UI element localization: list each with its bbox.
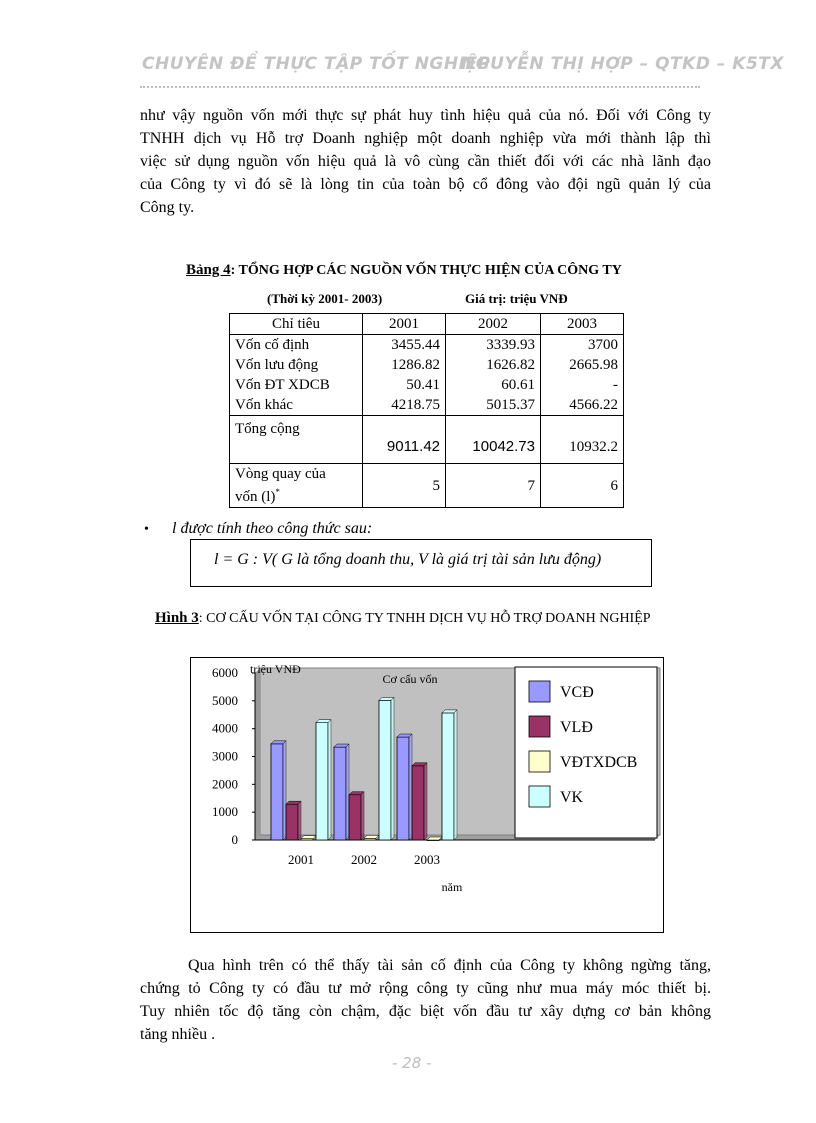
page-number: - 28 - [392,1054,432,1072]
bar-VCĐ-2002 [334,747,346,840]
y-tick-label: 4000 [212,720,238,736]
intro-line: TNHH dịch vụ Hỗ trợ Doanh nghiệp một doanh nghiệp vừa mới thành lập thì [140,130,711,147]
bar-VLĐ-2002 [349,795,361,840]
note-text: l được tính theo công thức sau: [172,520,373,537]
conclusion-line: Qua hình trên có thể thấy tài sản cố định của Công ty không ngừng tăng, [188,957,711,974]
y-tick-label: 6000 [212,665,238,680]
total-2002: 10042.73 [446,416,541,464]
turnover-2003: 6 [541,464,624,508]
bar-VK-2003 [442,713,454,840]
table-period: (Thời kỳ 2001- 2003) [267,291,383,306]
intro-line: như vậy nguồn vốn mới thực sự phát huy tình hiệu quả của nó. Đối với Công ty [140,107,711,124]
bar-side-VLĐ-2001 [298,801,301,840]
x-tick-label: 2001 [288,852,314,867]
turnover-label [230,464,363,508]
row-names [230,335,363,416]
y-tick-label: 2000 [212,776,238,792]
x-tick-label: 2003 [414,852,440,867]
intro-line: Công ty. [140,199,195,216]
cell-value: 4218.75 [391,397,440,413]
header-divider [140,86,700,88]
bar-VLĐ-2003 [412,766,424,840]
legend-swatch-VLĐ [529,716,550,737]
cell-value: 1626.82 [486,357,535,373]
turnover-label-line2 [235,483,357,506]
cell-value: 4566.22 [569,397,618,413]
chart-x-label: năm [441,880,463,894]
header-cell: 2002 [446,314,541,335]
capital-table [229,313,624,508]
intro-paragraph [140,104,711,219]
row-name: Vốn cố định [235,337,310,353]
bar-side-VCĐ-2003 [409,734,412,840]
conclusion-paragraph [140,954,711,1046]
x-tick-label: 2002 [351,852,377,867]
header-cell: 2001 [363,314,446,335]
total-2003: 10932.2 [541,416,624,464]
legend-label-VCĐ: VCĐ [560,684,594,701]
table-total-row [230,416,624,464]
intro-line: việc sử dụng nguồn vốn hiệu quả là vô cùng cần thiết đối với các nhà lãnh đạo [140,153,711,170]
turnover-footnote-mark: * [275,487,280,497]
table-title [186,262,622,279]
legend-swatch-VĐTXDCB [529,751,550,772]
turnover-label-text: vốn (l) [235,489,276,505]
bar-VCĐ-2001 [271,744,283,840]
row-name: Vốn khác [235,397,293,413]
header-cell: Chỉ tiêu [230,314,363,335]
y-tick-label: 0 [231,832,238,847]
bar-side-VCĐ-2001 [283,741,286,840]
col-2001 [363,335,446,416]
bar-side-VK-2002 [391,697,394,840]
chart-y-label: triệu VNĐ [250,662,301,676]
y-tick-label: 3000 [212,748,238,764]
cell-value: 3339.93 [486,337,535,353]
table-body-row [230,335,624,416]
cell-value: 60.61 [501,377,535,393]
bar-side-VLĐ-2002 [361,792,364,840]
chart-side-wall [255,668,260,840]
bar-VK-2001 [316,723,328,840]
capital-structure-chart [190,657,664,933]
y-tick-label: 1000 [212,804,238,820]
figure-title-text: : CƠ CẤU VỐN TẠI CÔNG TY TNHH DỊCH VỤ HỖ TRỢ DOANH NGHIỆP [198,611,651,626]
header-left: CHUYÊN ĐỀ THỰC TẬP TỐT NGHIỆP [142,54,491,74]
cell-value: 3700 [588,337,618,353]
conclusion-line: Tuy nhiên tốc độ tăng còn chậm, đặc biệt vốn đầu tư xây dựng cơ bản không [140,1003,711,1020]
turnover-2001: 5 [363,464,446,508]
table-label: Bảng 4 [186,262,231,278]
bar-side-VK-2001 [328,720,331,840]
intro-line: của Công ty vì đó sẽ là lòng tin của toàn bộ cổ đông vào đội ngũ quản lý của [140,176,711,193]
legend-label-VK: VK [560,789,584,806]
legend-swatch-VCĐ [529,681,550,702]
row-name: Vốn ĐT XDCB [235,377,330,393]
figure-title [155,610,651,627]
bar-VK-2002 [379,700,391,840]
note-bullet: • [144,522,149,537]
cell-value: 50.41 [406,377,440,393]
bar-side-VK-2003 [454,710,457,840]
conclusion-line: tăng nhiều . [140,1026,216,1043]
header-right: NGUYỄN THỊ HỢP – QTKD – K5TX [461,54,784,74]
header-cell: 2003 [541,314,624,335]
total-label: Tổng cộng [230,416,363,464]
figure-label: Hình 3 [155,610,199,626]
chart-title: Cơ cấu vốn [382,672,438,686]
y-tick-label: 5000 [212,692,238,708]
cell-value: - [613,377,618,393]
table-title-text: : TỔNG HỢP CÁC NGUỒN VỐN THỰC HIỆN CỦA CÔNG TY [230,263,622,278]
bar-side-VCĐ-2002 [346,744,349,840]
col-2003 [541,335,624,416]
conclusion-line: chứng tỏ Công ty có đầu tư mở rộng công ty cũng như mua máy móc thiết bị. [140,980,711,997]
table-unit: Giá trị: triệu VNĐ [465,291,568,306]
bar-side-VLĐ-2003 [424,763,427,840]
bar-VĐTXDCB-2002 [364,838,376,840]
row-name: Vốn lưu động [235,357,319,373]
turnover-label-line1: Vòng quay của [235,466,326,482]
cell-value: 3455.44 [391,337,440,353]
turnover-2002: 7 [446,464,541,508]
cell-value: 5015.37 [486,397,535,413]
table-header-row [230,314,624,335]
bar-VCĐ-2003 [397,737,409,840]
total-2001: 9011.42 [363,416,446,464]
legend-label-VLĐ: VLĐ [560,719,593,736]
formula-text: l = G : V( G là tổng doanh thu, V là giá trị tài sản lưu động) [214,551,602,568]
col-2002 [446,335,541,416]
legend-swatch-VK [529,786,550,807]
cell-value: 2665.98 [569,357,618,373]
table-turnover-row [230,464,624,508]
bar-VLĐ-2001 [286,804,298,840]
cell-value: 1286.82 [391,357,440,373]
legend-label-VĐTXDCB: VĐTXDCB [560,754,638,771]
